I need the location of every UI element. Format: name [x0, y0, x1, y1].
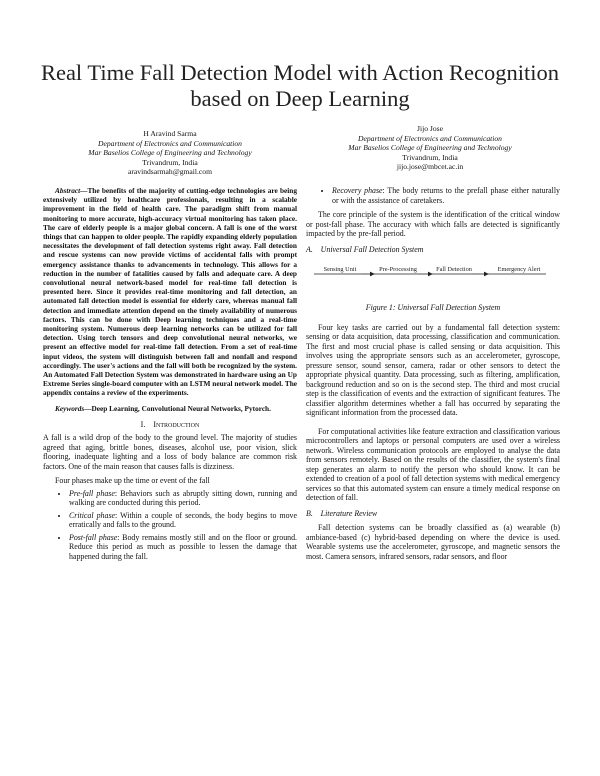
section-b-paragraph-1: Fall detection systems can be broadly classified as (a) wearable (b) ambiance-based (c) hybrid-based depending on where the device is used. Wearable systems use the accelerometer, gyroscope, and magnetic sensors the most. Camera sensors, infrared sensors, radar sensors, and floor	[306, 523, 560, 561]
author-name: Jijo Jose	[417, 124, 443, 133]
author-city: Trivandrum, India	[142, 157, 198, 167]
intro-heading: I. Introduction	[140, 419, 200, 429]
fall-phase-list	[43, 489, 297, 562]
author-dept: Department of Electronics and Communication	[358, 133, 502, 143]
author-email: jijo.jose@mbcet.ac.in	[396, 162, 464, 172]
intro-paragraph-2: Four phases make up the time or event of the fall	[55, 476, 210, 486]
flow-box-sensing-unit: Sensing Unit	[323, 266, 357, 273]
author-block-2	[320, 124, 540, 172]
author-dept: Department of Electronics and Communication	[98, 138, 242, 148]
keywords-text: —Deep Learning, Convolutional Neural Networks, Pytorch.	[84, 403, 271, 413]
section-a-paragraph-2: For computational activities like feature extraction and classification various microcontrollers and laptops or personal computers are used over a wireless network. Wireless communication protocols are employed to analyse the data from sensors remotely. Based on the results of the classifier, the system's final step generates an alarm to notify the person who should know. It can be extended to creation of a pool of fall detection systems with medical emergency services so that this automated system can ensure a timely medical response on detection of fall.	[306, 426, 560, 502]
author-org: Mar Baselios College of Engineering and Technology	[348, 143, 512, 153]
author-org: Mar Baselios College of Engineering and Technology	[88, 148, 252, 158]
list-item: • Post-fall phase: Body remains mostly still and on the floor or ground. Reduce this period as much as possible to lessen the damage that happened during the fall.	[69, 533, 297, 562]
right-column	[306, 186, 560, 561]
figure-1-caption: Figure 1: Universal Fall Detection System	[365, 303, 501, 312]
author-block-1	[60, 129, 280, 177]
flow-box-fall-detection: Fall Detection	[436, 266, 472, 273]
author-email: aravindsarmah@gmail.com	[128, 167, 212, 177]
author-city: Trivandrum, India	[402, 152, 458, 162]
keywords-lead: Keywords	[55, 403, 85, 413]
section-b-heading: B. Literature Review	[306, 508, 378, 518]
intro-paragraph-1: A fall is a wild drop of the body to the ground level. The majority of studies agreed that aging, brittle bones, diseases, alcohol use, poor vision, slick flooring, inadequate lighting and a loss of body balance are common risk factors. One of the main reason that causes falls is dizziness.	[43, 433, 297, 471]
author-name: H Aravind Sarma	[143, 129, 197, 138]
flow-box-pre-processing: Pre-Processing	[379, 266, 417, 273]
section-a-paragraph-1: Four key tasks are carried out by a fundamental fall detection system: sensing or data acquisition, data processing, classification and communication. The first and most crucial phase is called sensing or data acquisition. This involves using the appropriate sensors such as an accelerometer, gyroscope, pressure sensor, sound sensor, camera, radar or other sensors to detect the appropriate physical quantity. Data processing, such as filtering, amplification, background reduction and so on is the second step. The third and most crucial step is the classification of events and the extraction of significant features. The classifier algorithm determines whether a fall has occurred by separating the significant information from the processed data.	[306, 322, 560, 417]
list-item: • Recovery phase: The body returns to the prefall phase either naturally or with the assistance of caretakers.	[332, 186, 560, 205]
list-item: • Critical phase: Within a couple of seconds, the body begins to move erratically and falls to the ground.	[69, 511, 297, 530]
abstract-text: —The benefits of the majority of cutting-edge technologies are being extensively utilized by healthcare professionals, resulting in a scalable improvement in the field of health care. The paradigm shift from manual monitoring to more accurate, high-accuracy virtual monitoring has taken place. The care of elderly people is a major global concern. A fall is one of the worst things that can happen to older people. The rapidly expanding elderly population necessitates the development of fall detection systems right away. Fall detection and rescue systems can now provide victims of accidental falls with prompt emergency assistance thanks to advancements in technology. This allows for a reduction in the number of fatalities caused by falls and adequate care. A deep convolutional neural network-based model for real-time fall detection is presented here. Since it provides real-time monitoring and fall detection, an automated fall detection model is essential for elderly care, whereas manual fall detection and immediate attention depend on the timely availability of numerous factors. This can be done with Deep learning techniques and a real-time monitoring system. Numerous deep learning networks can be utilized for fall detection. Using torch tensors and deep convolutional neural networks, we present an effective model for real-time fall detection. From a set of real-time input videos, the system will distinguish between fall and nonfall and respond accordingly. The user's actions and the fall will both be recognized by the system. An Automated Fall Detection System was demonstrated in hardware using an Up Extreme Series single-board computer with an LSTM neural network model. The appendix contains a review of the experiments.	[43, 186, 297, 398]
keywords	[43, 404, 297, 413]
intro-paragraph-3: The core principle of the system is the identification of the critical window or post-fall phase. The accuracy with which falls are detected is significantly impacted by the pre-fall period.	[306, 210, 560, 238]
list-item: • Pre-fall phase: Behaviors such as abruptly sitting down, running and walking are conducted during this period.	[69, 489, 297, 508]
left-column	[43, 186, 297, 564]
abstract-lead: Abstract	[55, 186, 81, 195]
abstract	[43, 186, 297, 398]
section-a-heading: A. Universal Fall Detection System	[306, 244, 424, 254]
flow-box-emergency-alert: Emergency Alert	[497, 266, 541, 273]
figure-1	[306, 259, 560, 301]
paper-title: Real Time Fall Detection Model with Action Recognition based on Deep Learning	[40, 60, 560, 111]
fall-phase-list-continued	[306, 186, 560, 205]
